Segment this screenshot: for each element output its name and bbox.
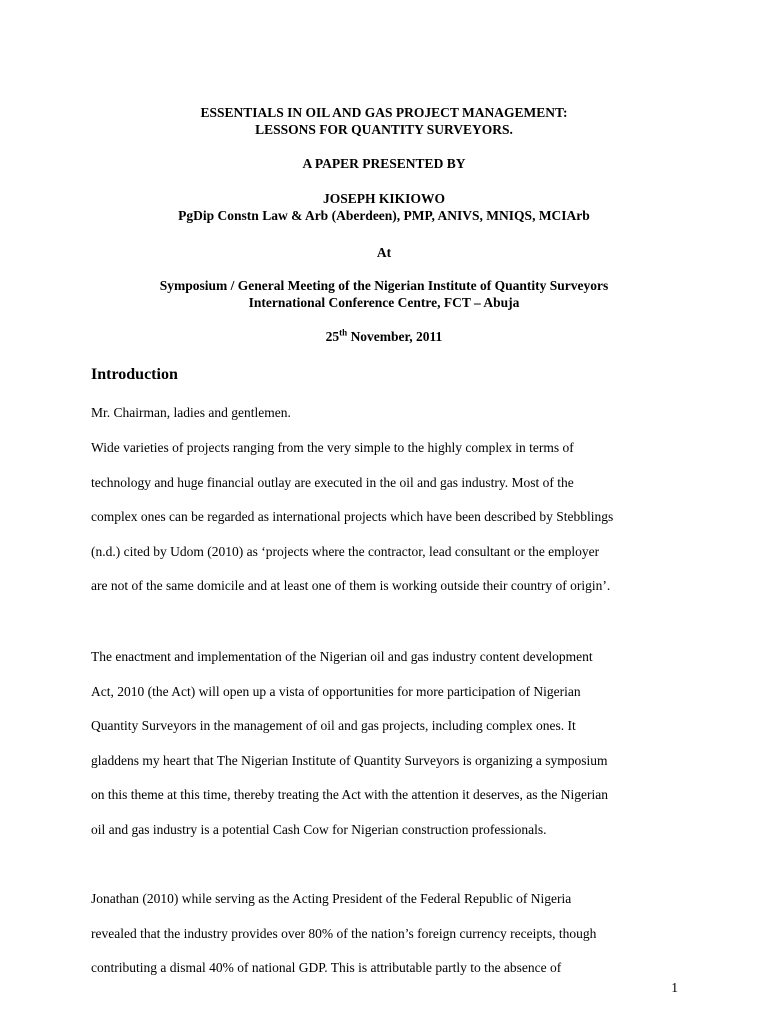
paragraph-line: revealed that the industry provides over 80% of the nation’s foreign currency receipts, though xyxy=(91,925,597,941)
greeting-line: Mr. Chairman, ladies and gentlemen. xyxy=(91,405,291,420)
paragraph-line: complex ones can be regarded as international projects which have been described by Stebblings xyxy=(91,509,614,524)
paragraph-line: Quantity Surveyors in the management of oil and gas projects, including complex ones. It xyxy=(91,718,576,733)
paragraph-line: technology and huge financial outlay are executed in the oil and gas industry. Most of the xyxy=(91,474,574,490)
paragraph-1 xyxy=(91,431,687,604)
paragraph-line: Act, 2010 (the Act) will open up a vista of opportunities for more participation of Nigerian xyxy=(91,683,581,699)
date-suffix: th xyxy=(339,327,348,338)
title-line-1: ESSENTIALS IN OIL AND GAS PROJECT MANAGEMENT: xyxy=(200,105,568,120)
date-day: 25 xyxy=(325,329,340,344)
paragraph-3 xyxy=(91,882,687,986)
event-date xyxy=(0,328,768,345)
paragraph-2 xyxy=(91,640,687,847)
author-credentials: PgDip Constn Law & Arb (Aberdeen), PMP, ANIVS, MNIQS, MCIArb xyxy=(178,208,590,223)
paragraph-line: contributing a dismal 40% of national GDP. This is attributable partly to the absence of xyxy=(91,960,562,975)
paragraph-line: (n.d.) cited by Udom (2010) as ‘projects where the contractor, lead consultant or the employer xyxy=(91,543,600,559)
author-name: JOSEPH KIKIOWO xyxy=(323,191,445,206)
paragraph-line: oil and gas industry is a potential Cash Cow for Nigerian construction professionals. xyxy=(91,821,547,837)
presented-by-block xyxy=(0,155,768,172)
greeting-paragraph xyxy=(91,396,687,431)
paragraph-line: Jonathan (2010) while serving as the Acting President of the Federal Republic of Nigeria xyxy=(91,891,572,906)
date-rest: November, 2011 xyxy=(347,329,443,344)
paragraph-line: on this theme at this time, thereby treating the Act with the attention it deserves, as the Nigerian xyxy=(91,787,608,802)
paragraph-line: Wide varieties of projects ranging from the very simple to the highly complex in terms of xyxy=(91,440,574,455)
section-heading: Introduction xyxy=(91,366,178,383)
date-block xyxy=(0,328,768,345)
paragraph-line: are not of the same domicile and at least one of them is working outside their country of origin’. xyxy=(91,578,611,593)
presented-by: A PAPER PRESENTED BY xyxy=(302,156,466,171)
event-block xyxy=(0,277,768,311)
at-block xyxy=(0,244,768,261)
paragraph-line: gladdens my heart that The Nigerian Institute of Quantity Surveyors is organizing a symposium xyxy=(91,752,608,768)
at-label: At xyxy=(376,245,392,260)
event-name: Symposium / General Meeting of the Nigerian Institute of Quantity Surveyors xyxy=(159,278,609,293)
event-venue: International Conference Centre, FCT – Abuja xyxy=(248,295,520,310)
paragraph-line: The enactment and implementation of the Nigerian oil and gas industry content development xyxy=(91,649,593,664)
page-number: 1 xyxy=(671,980,678,995)
title-block xyxy=(0,104,768,138)
title-line-2: LESSONS FOR QUANTITY SURVEYORS. xyxy=(255,122,513,137)
author-block xyxy=(0,190,768,224)
